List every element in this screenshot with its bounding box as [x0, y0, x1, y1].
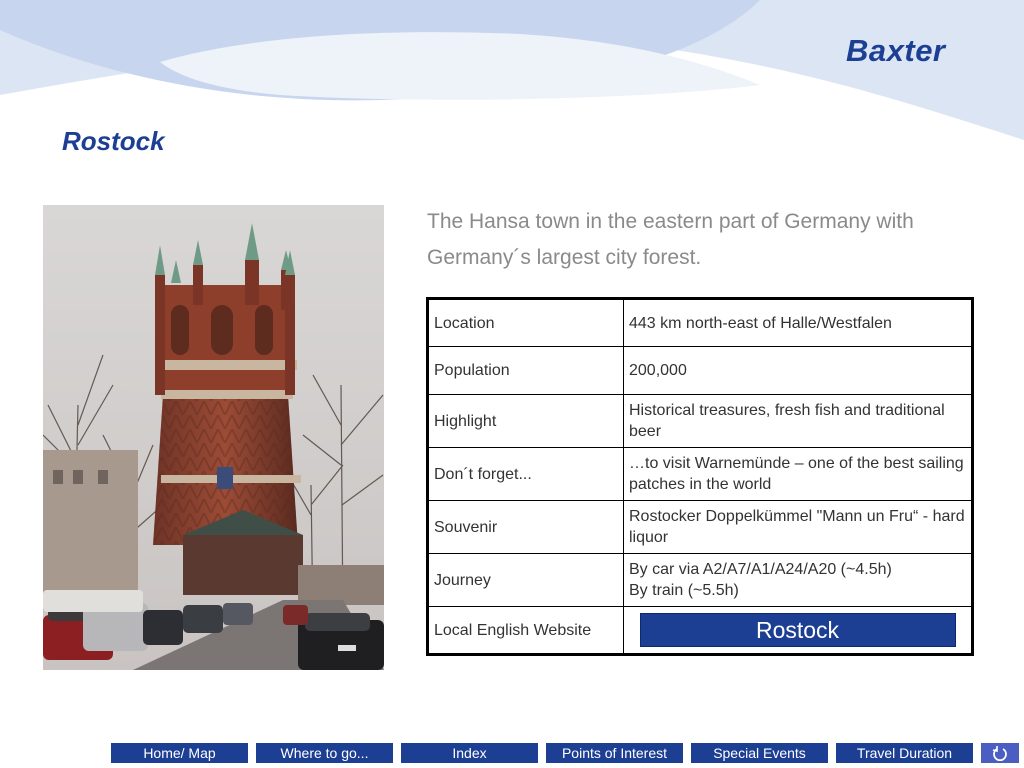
fact-value [624, 554, 973, 607]
fact-value: Historical treasures, fresh fish and traditional beer [624, 395, 973, 448]
fact-value [624, 607, 973, 655]
fact-label: Population [428, 347, 624, 395]
bottom-navigation [0, 743, 1024, 763]
facts-table [426, 297, 974, 656]
return-button[interactable] [981, 743, 1019, 763]
nav-index[interactable]: Index [401, 743, 538, 763]
nav-points-of-interest[interactable]: Points of Interest [546, 743, 683, 763]
nav-where-to-go[interactable]: Where to go... [256, 743, 393, 763]
fact-value: …to visit Warnemünde – one of the best sailing patches in the world [624, 448, 973, 501]
table-row [428, 395, 973, 448]
fact-value: 200,000 [624, 347, 973, 395]
fact-label: Location [428, 299, 624, 347]
table-row [428, 347, 973, 395]
journey-train: By train (~5.5h) [629, 582, 739, 599]
table-row [428, 554, 973, 607]
page-title: Rostock [62, 126, 165, 156]
fact-label: Local English Website [428, 607, 624, 655]
rostock-website-button[interactable]: Rostock [640, 613, 956, 647]
return-arrow-icon [992, 745, 1008, 761]
nav-travel-duration[interactable]: Travel Duration [836, 743, 973, 763]
fact-value: Rostocker Doppelkümmel "Mann un Fru“ - hard liquor [624, 501, 973, 554]
fact-label: Don´t forget... [428, 448, 624, 501]
table-row [428, 299, 973, 347]
nav-special-events[interactable]: Special Events [691, 743, 828, 763]
fact-label: Souvenir [428, 501, 624, 554]
table-row [428, 607, 973, 655]
nav-home-map[interactable]: Home/ Map [111, 743, 248, 763]
fact-label: Highlight [428, 395, 624, 448]
table-row [428, 501, 973, 554]
fact-value: 443 km north-east of Halle/Westfalen [624, 299, 973, 347]
baxter-logo: Baxter [846, 33, 946, 68]
journey-car: By car via A2/A7/A1/A24/A20 (~4.5h) [629, 561, 892, 578]
intro-text: The Hansa town in the eastern part of Germany with Germany´s largest city forest. [427, 210, 914, 269]
water-tower-photo [43, 205, 384, 670]
fact-label: Journey [428, 554, 624, 607]
table-row [428, 448, 973, 501]
